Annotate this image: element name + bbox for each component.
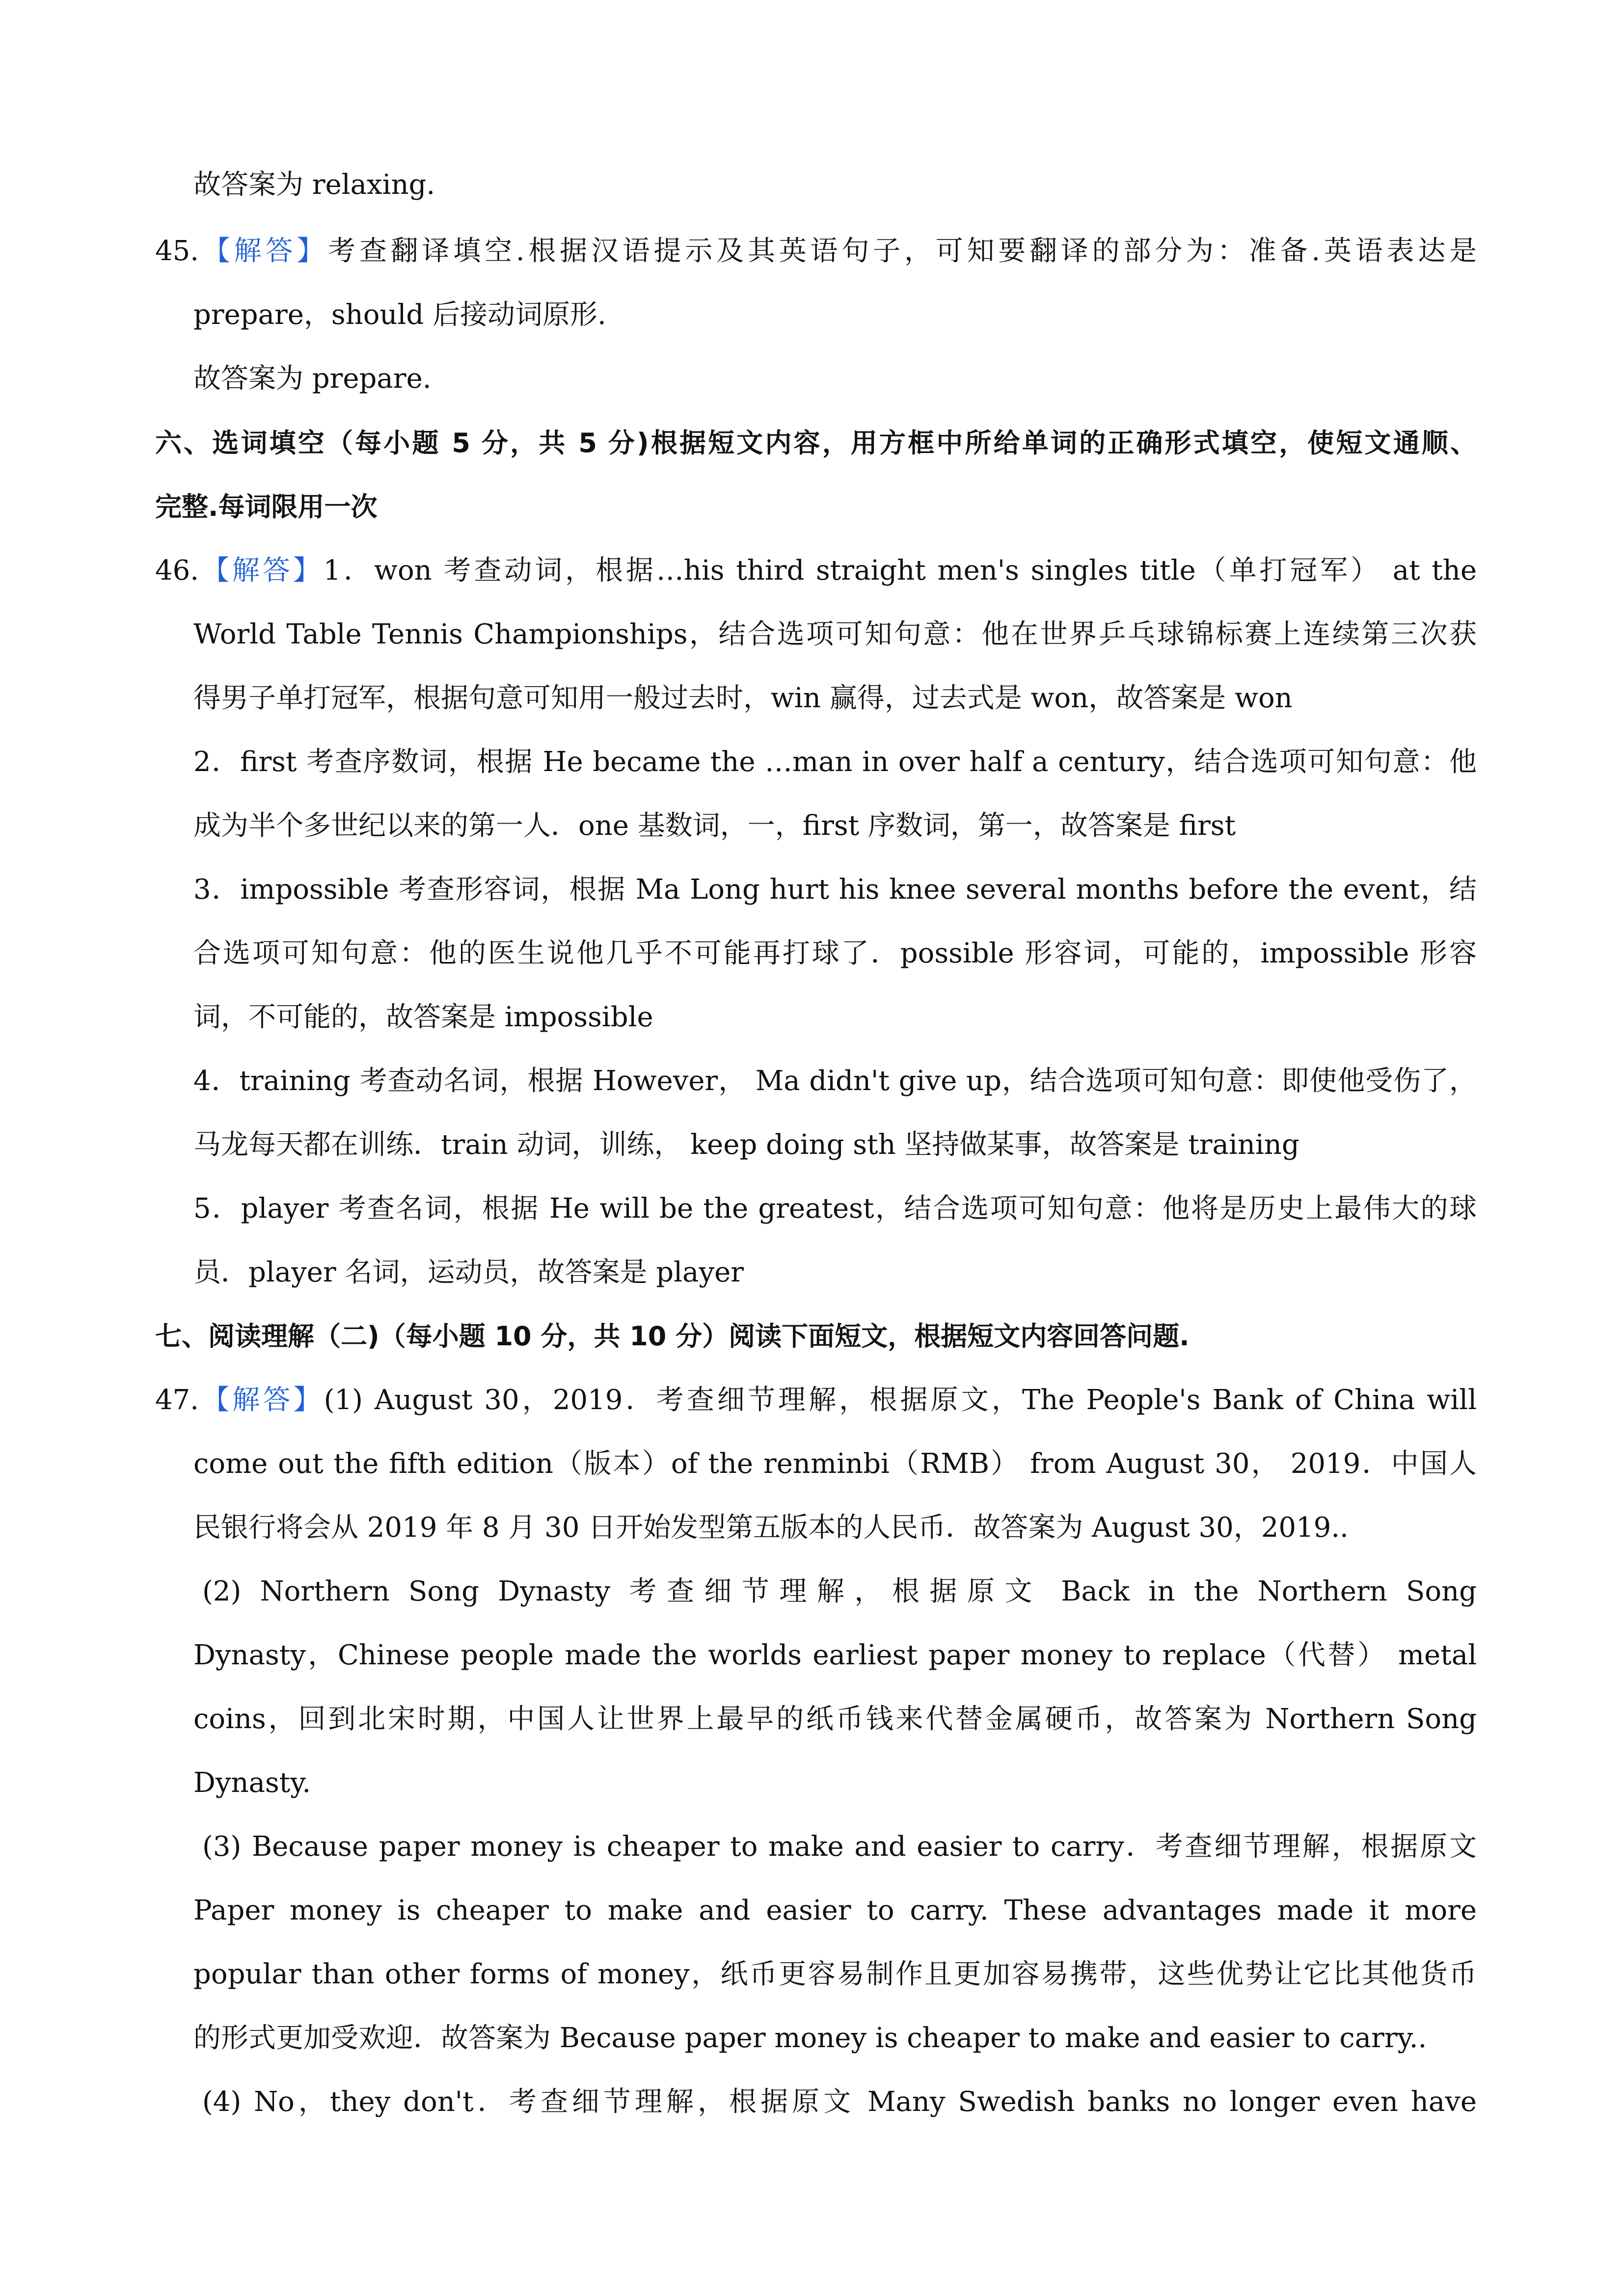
text-line: (3) Because paper money is cheaper to make and easier to carry．考查细节理解，根据原文 [202,1831,1477,1863]
text-line: 的形式更加受欢迎．故答案为 Because paper money is cheaper to make and easier to carry.. [193,2022,1427,2054]
text-line: Paper money is cheaper to make and easier to carry. These advantages made it more [193,1895,1477,1926]
text-line: 民银行将会从 2019 年 8 月 30 日开始发型第五版本的人民币．故答案为 August 30，2019.. [193,1512,1349,1544]
text-line: 员．player 名词，运动员，故答案是 player [193,1256,744,1288]
solution-tag: 【解答】 [199,1384,324,1416]
text-line: Dynasty. [193,1767,311,1799]
section-6-heading: 六、选词填空（每小题 5 分，共 5 分)根据短文内容，用方框中所给单词的正确形式填空，使短文通顺、 [155,427,1477,458]
text-line: come out the fifth edition（版本）of the renminbi（RMB） from August 30， 2019．中国人 [193,1448,1477,1480]
text-line: 词，不可能的，故答案是 impossible [193,1001,653,1033]
question-number: 45. [155,235,199,267]
solution-text: 1．won 考查动词，根据…his third straight men's singles title（单打冠军） at the [323,555,1477,587]
answer-line: 故答案为 prepare. [193,363,432,395]
section-7-heading: 七、阅读理解（二)（每小题 10 分，共 10 分）阅读下面短文，根据短文内容回答问题. [155,1321,1190,1352]
text-line: World Table Tennis Championships，结合选项可知句意：他在世界乒乓球锦标赛上连续第三次获 [193,618,1477,650]
text-line: popular than other forms of money，纸币更容易制作且更加容易携带，这些优势让它比其他货币 [193,1958,1477,1990]
text-line: 5．player 考查名词，根据 He will be the greatest，结合选项可知句意：他将是历史上最伟大的球 [193,1193,1477,1225]
text-line: 得男子单打冠军，根据句意可知用一般过去时，win 赢得，过去式是 won，故答案是 won [193,682,1293,714]
text-line: coins，回到北宋时期，中国人让世界上最早的纸币钱来代替金属硬币，故答案为 Northern Song [193,1703,1477,1735]
question-number: 47. [155,1384,199,1416]
text-line: 马龙每天都在训练．train 动词，训练， keep doing sth 坚持做某事，故答案是 training [193,1129,1299,1161]
text-line: 合选项可知句意：他的医生说他几乎不可能再打球了．possible 形容词，可能的，impossible 形容 [193,937,1477,969]
solution-text: (1) August 30，2019．考查细节理解，根据原文，The People's Bank of China will [324,1384,1477,1416]
question-47-solution [155,1368,1477,1432]
question-45-solution [155,219,1477,283]
text-line: 3．impossible 考查形容词，根据 Ma Long hurt his knee several months before the event，结 [193,874,1477,906]
text-line: 成为半个多世纪以来的第一人．one 基数词，一，first 序数词，第一，故答案是 first [193,810,1236,842]
text-line: 4．training 考查动名词，根据 However， Ma didn't give up，结合选项可知句意：即使他受伤了， [193,1065,1477,1097]
text-line: prepare，should 后接动词原形. [193,299,606,331]
solution-tag: 【解答】 [199,235,328,267]
question-46-solution [155,539,1477,603]
solution-text: 考查翻译填空.根据汉语提示及其英语句子，可知要翻译的部分为：准备.英语表达是 [328,235,1477,267]
section-6-heading-cont: 完整.每词限用一次 [155,491,378,522]
text-line: 2．first 考查序数词，根据 He became the …man in over half a century，结合选项可知句意：他 [193,746,1477,778]
answer-line: 故答案为 relaxing. [193,169,435,201]
solution-tag: 【解答】 [199,555,324,587]
question-number: 46. [155,555,199,587]
text-line: Dynasty，Chinese people made the worlds earliest paper money to replace（代替） metal [193,1639,1477,1671]
text-line: (4) No，they don't．考查细节理解，根据原文 Many Swedish banks no longer even have [202,2086,1477,2118]
text-line: (2) Northern Song Dynasty 考查细节理解，根据原文 Back in the Northern Song [202,1575,1477,1607]
